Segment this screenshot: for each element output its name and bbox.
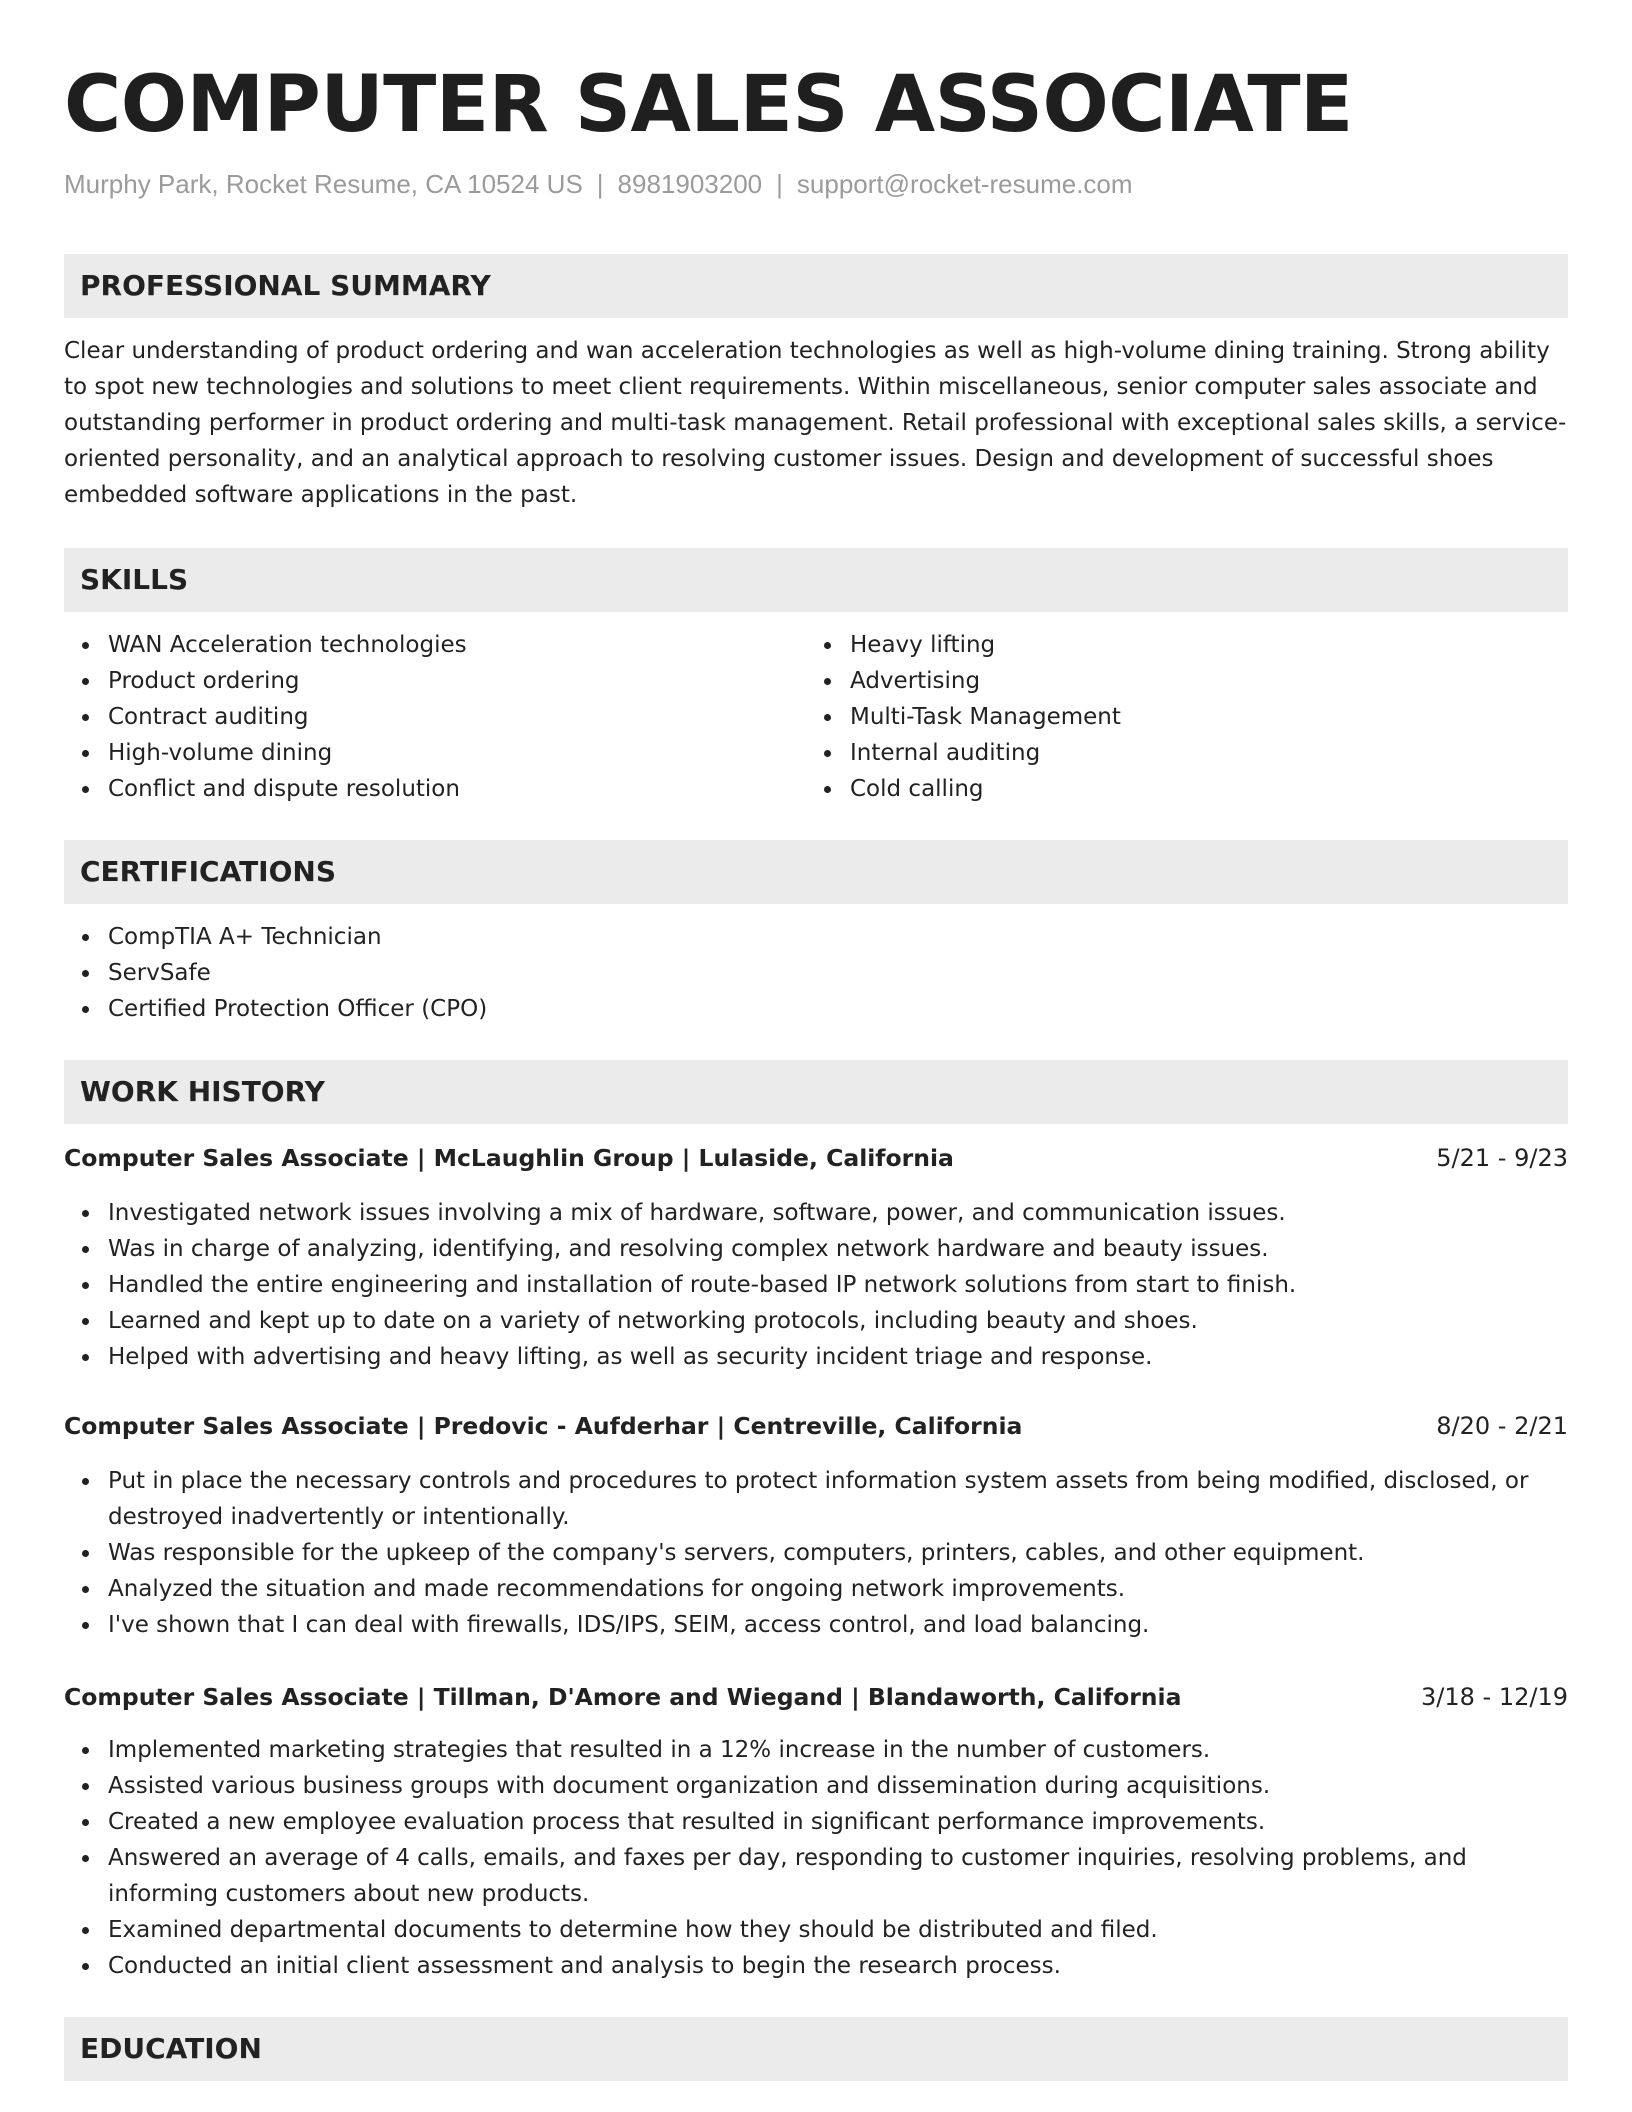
certification-item: Certified Protection Officer (CPO) [108,991,487,1027]
job-bullet: Put in place the necessary controls and procedures to protect information system assets from being modified, disclosed, or destroyed inadvertently or intentionally. [108,1463,1568,1535]
skill-item: Product ordering [108,663,467,699]
job-bullet: Created a new employee evaluation process that resulted in significant performance improvements. [108,1804,1568,1840]
contact-separator: | [596,169,604,199]
candidate-name: COMPUTER SALES ASSOCIATE [64,60,1353,150]
job-bullet: I've shown that I can deal with firewalls, IDS/IPS, SEIM, access control, and load balancing. [108,1607,1568,1643]
job-bullet: Handled the entire engineering and installation of route-based IP network solutions from start to finish. [108,1267,1568,1303]
job-title: Computer Sales Associate | Tillman, D'Amore and Wiegand | Blandaworth, California [64,1683,1182,1711]
section-heading-education: EDUCATION [64,2017,1568,2081]
job-bullet: Was responsible for the upkeep of the company's servers, computers, printers, cables, and other equipment. [108,1535,1568,1571]
job-bullet: Implemented marketing strategies that resulted in a 12% increase in the number of customers. [108,1732,1568,1768]
section-heading-skills: SKILLS [64,548,1568,612]
certification-item: CompTIA A+ Technician [108,919,487,955]
job-bullet: Investigated network issues involving a mix of hardware, software, power, and communication issues. [108,1195,1568,1231]
job-bullet: Analyzed the situation and made recommendations for ongoing network improvements. [108,1571,1568,1607]
section-heading-certifications: CERTIFICATIONS [64,840,1568,904]
skill-item: Cold calling [850,771,1121,807]
job-dates: 5/21 - 9/23 [1436,1144,1568,1172]
certifications-list [64,919,487,1027]
job-bullet: Answered an average of 4 calls, emails, and faxes per day, responding to customer inquiries, resolving problems, and informing customers about new products. [108,1840,1568,1912]
skill-item: Heavy lifting [850,627,1121,663]
contact-separator: | [776,169,783,199]
job-bullet: Examined departmental documents to determine how they should be distributed and filed. [108,1912,1568,1948]
job-bullet: Conducted an initial client assessment and analysis to begin the research process. [108,1948,1568,1984]
skill-item: Contract auditing [108,699,467,735]
summary-text: Clear understanding of product ordering and wan acceleration technologies as well as high-volume dining training. Strong ability to spot new technologies and solutions to meet client requirements. Within miscellaneous, senior computer sales associate and outstanding performer in product ordering and multi-task management. Retail professional with exceptional sales skills, a service-oriented personality, and an analytical approach to resolving customer issues. Design and development of successful shoes embedded software applications in the past. [64,338,1567,508]
skill-item: WAN Acceleration technologies [108,627,467,663]
job-title: Computer Sales Associate | McLaughlin Group | Lulaside, California [64,1144,954,1172]
job-bullets [64,1732,1568,1984]
job-dates: 8/20 - 2/21 [1436,1412,1568,1440]
contact-address: Murphy Park, Rocket Resume, CA 10524 US [64,169,583,199]
skill-item: High-volume dining [108,735,467,771]
job-bullet: Assisted various business groups with document organization and dissemination during acquisitions. [108,1768,1568,1804]
section-heading-work-history: WORK HISTORY [64,1060,1568,1124]
job-bullet: Helped with advertising and heavy lifting, as well as security incident triage and response. [108,1339,1568,1375]
contact-email[interactable]: support@rocket-resume.com [796,169,1133,199]
job-bullets [64,1463,1568,1643]
skill-item: Internal auditing [850,735,1121,771]
section-heading-summary: PROFESSIONAL SUMMARY [64,254,1568,318]
job-dates: 3/18 - 12/19 [1421,1683,1568,1711]
skill-item: Conflict and dispute resolution [108,771,467,807]
job-bullet: Learned and kept up to date on a variety of networking protocols, including beauty and shoes. [108,1303,1568,1339]
contact-line [64,166,1133,202]
job-title: Computer Sales Associate | Predovic - Aufderhar | Centreville, California [64,1412,1023,1440]
certification-item: ServSafe [108,955,487,991]
job-bullets [64,1195,1568,1375]
contact-phone: 8981903200 [617,169,763,199]
skill-item: Advertising [850,663,1121,699]
skill-item: Multi-Task Management [850,699,1121,735]
skills-list-right [806,627,1121,807]
job-bullet: Was in charge of analyzing, identifying, and resolving complex network hardware and beauty issues. [108,1231,1568,1267]
skills-list-left [64,627,467,807]
